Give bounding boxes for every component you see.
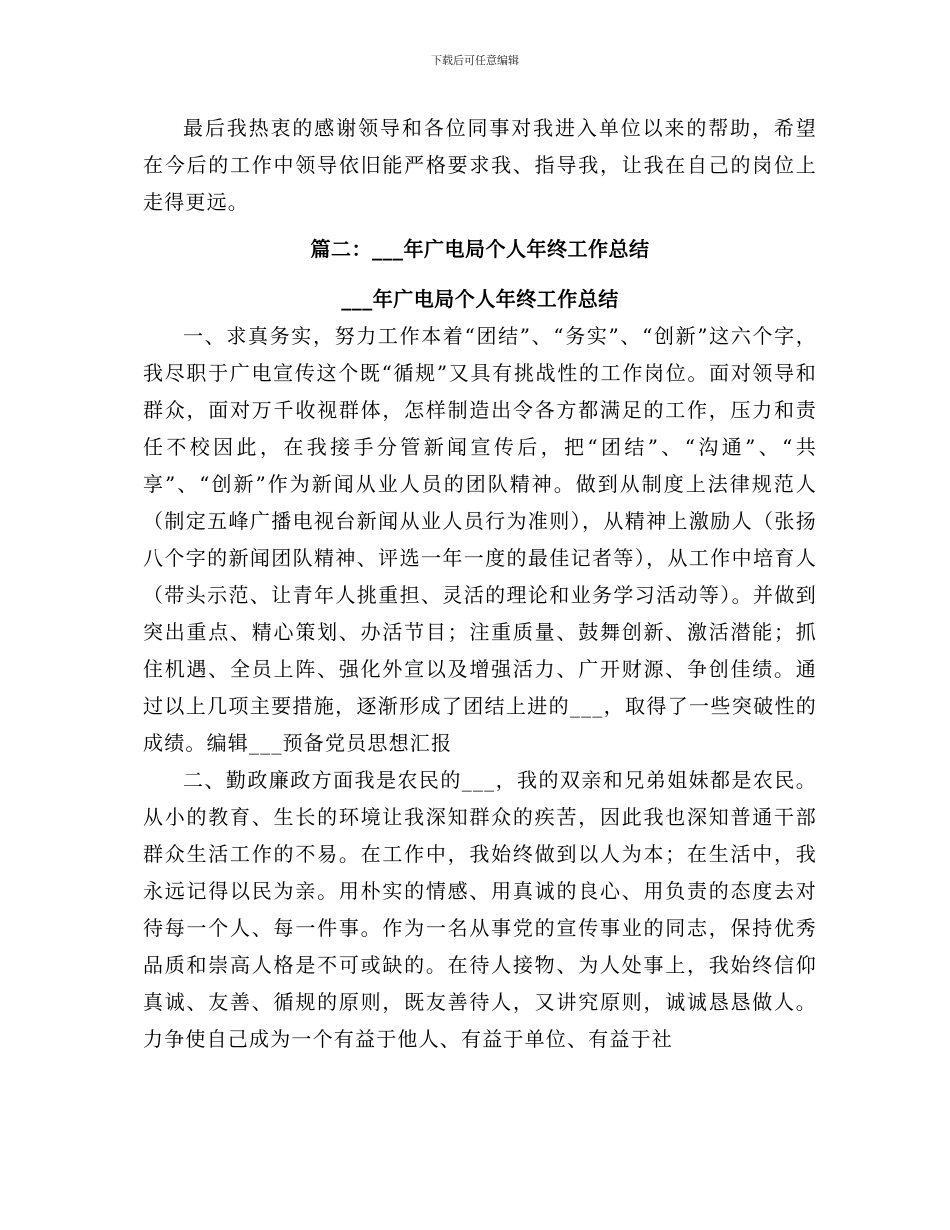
paragraph-work-attitude: 一、求真务实，努力工作本着“团结”、“务实”、“创新”这六个字，我尽职于广电宣传这个既“循规”又具有挑战性的工作岗位。面对领导和群众，面对万千收视群体，怎样制造出令各方都满足的工作，压力和责任不校因此，在我接手分管新闻宣传后，把“团结”、“沟通”、“共享”、“创新”作为新闻从业人员的团队精神。做到从制度上法律规范人（制定五峰广播电视台新闻从业人员行为准则），从精神上激励人（张扬八个字的新闻团队精神、评选一年一度的最佳记者等），从工作中培育人（带头示范、让青年人挑重担、灵活的理论和业务学习活动等）。并做到突出重点、精心策划、办活节目；注重质量、鼓舞创新、激活潜能；抓住机遇、全员上阵、强化外宣以及增强活力、广开财源、争创佳绩。通过以上几项主要措施，逐渐形成了团结上进的___，取得了一些突破性的成绩。编辑___预备党员思想汇报 <box>143 324 817 755</box>
intro-paragraph: 最后我热衷的感谢领导和各位同事对我进入单位以来的帮助，希望在今后的工作中领导依旧能严格要求我、指导我，让我在自己的岗位上走得更远。 <box>143 116 817 214</box>
section-title: 篇二：___年广电局个人年终工作总结 <box>310 237 650 261</box>
paragraph-integrity: 二、勤政廉政方面我是农民的___，我的双亲和兄弟姐妹都是农民。从小的教育、生长的环境让我深知群众的疾苦，因此我也深知普通干部群众生活工作的不易。在工作中，我始终做到以人为本；在生活中，我永远记得以民为亲。用朴实的情感、用真诚的良心、用负责的态度去对待每一个人、每一件事。作为一名从事党的宣传事业的同志，保持优秀品质和崇高人格是不可或缺的。在待人接物、为人处事上，我始终信仰真诚、友善、循规的原则，既友善待人，又讲究原则，诚诚恳恳做人。力争使自己成为一个有益于他人、有益于单位、有益于社 <box>143 768 817 1051</box>
document-title: ___年广电局个人年终工作总结 <box>341 287 619 311</box>
page-header-note: 下载后可任意编辑 <box>431 54 519 67</box>
document-body <box>143 110 817 1058</box>
